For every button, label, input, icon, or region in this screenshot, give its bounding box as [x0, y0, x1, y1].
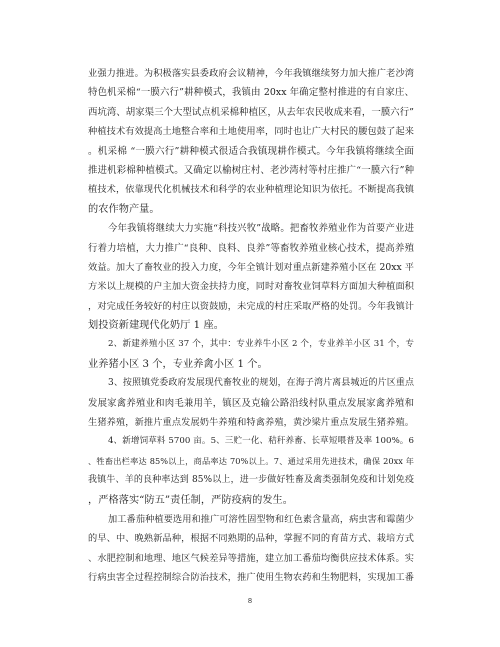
- text-line: 行着力培植，大力推广“良种、良料、良养”等畜牧养殖业核心技术，提高养殖: [88, 242, 414, 254]
- text-line: 行病虫害全过程控制综合防治技术，推广使用生物农药和生物肥料，实现加工番: [88, 572, 414, 584]
- text-line: 植技术，依靠现代化机械技术和科学的农业种植理论知识为依托。不断提高我镇: [88, 184, 414, 196]
- text-line: 划投资新建现代化奶厅 1 座。: [88, 320, 224, 332]
- text-line: 发展家禽养殖业和肉毛兼用羊，镇区及克输公路沿线村队重点发展家禽养殖和: [88, 397, 414, 409]
- document-body: [88, 64, 414, 588]
- text-line: 生猪养殖，新推片重点发展奶牛养殖和特禽养殖，黄沙梁片重点发展生猪养殖。: [88, 417, 414, 429]
- text-line: 4、新增饲草料 5700 亩。5、三贮一化、秸秆养畜、长草短喂普及率 100%。6: [108, 436, 414, 447]
- text-line: 种植技术有效提高土地整合率和土地使用率，同时也让广大村民的腰包鼓了起来: [88, 126, 414, 138]
- text-line: 推进机彩棉种植模式。又确定以榆树庄村、老沙湾村等村庄推广“一膜六行”种: [88, 164, 414, 176]
- text-line: 、水肥控制和地理、地区气候差异等措施，建立加工番茄均衡供应技术体系。实: [88, 552, 414, 564]
- text-line: 方米以上规模的户主加大资金扶持力度，同时对畜牧业饲草料方面加大种植面积: [88, 281, 414, 293]
- text-line: 2、新建养殖小区 37 个，其中：专业养牛小区 2 个，专业养羊小区 31 个，专: [108, 339, 414, 350]
- text-line: 的农作物产量。: [88, 203, 160, 215]
- text-line: 、牲畜出栏率达 85%以上，商品率达 70%以上。7、通过采用先进技术，确保 20xx 年: [88, 455, 414, 466]
- text-line: 效益。加大了畜牧业的投入力度，今年全镇计划对重点新建养殖小区在 20xx 平: [88, 261, 414, 273]
- text-line: 西坑湾、胡家渠三个大型试点机采棉种植区，从去年农民收成来看，一膜六行”: [88, 106, 414, 118]
- text-line: 加工番茄种植要选用和推广可溶性固型物和红色素含量高，病虫害和霉菌少: [108, 513, 414, 525]
- page-number: 8: [247, 597, 253, 605]
- text-line: 。机采棉 “一膜六行”耕种模式很适合我镇现耕作模式。今年我镇将继续全面: [88, 145, 414, 157]
- text-line: ，严格落实“防五”责任制，严防疫病的发生。: [88, 494, 294, 506]
- text-line: 特色机采棉“一膜六行”耕种模式，我镇由 20xx 年确定整村推进的有自家庄、: [88, 87, 414, 99]
- text-line: 的早、中、晚熟新品种，根据不同熟期的品种，掌握不同的育苗方式、栽培方式: [88, 533, 414, 545]
- text-line: 我镇牛、羊的良种率达到 85%以上，进一步做好牲畜及禽类强制免疫和计划免疫: [88, 475, 414, 486]
- text-line: 业强力推进。为积极落实县委政府会议精神，今年我镇继续努力加大推广老沙湾: [88, 68, 414, 79]
- text-line: ，对完成任务较好的村庄以资鼓励，未完成的村庄采取严格的处罚。今年我镇计: [88, 300, 414, 312]
- text-line: 3、按照镇党委政府发展现代畜牧业的规划，在海子湾片离县城近的片区重点: [108, 378, 414, 389]
- text-line: 今年我镇将继续大力实施“科技兴牧”战略。把畜牧养殖业作为首要产业进: [108, 223, 414, 235]
- text-line: 业养猪小区 3 个，专业养禽小区 1 个。: [88, 358, 268, 370]
